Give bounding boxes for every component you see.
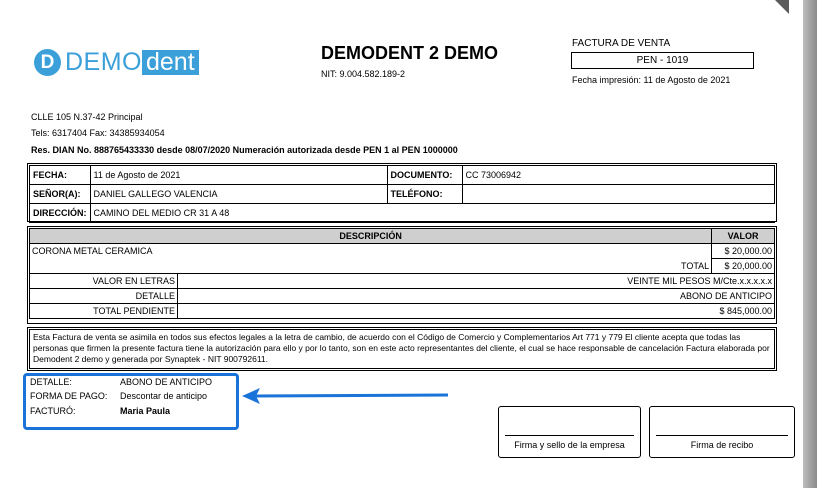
detalle-label-2: DETALLE: — [30, 377, 72, 387]
direccion-label: DIRECCIÓN: — [30, 204, 91, 223]
detalle-value: ABONO DE ANTICIPO — [178, 289, 775, 304]
col-valor: VALOR — [712, 229, 775, 244]
telefono-value — [462, 185, 775, 204]
receipt-signature-label: Firma de recibo — [690, 440, 754, 450]
facturo-value: Maria Paula — [120, 406, 171, 416]
client-table — [29, 165, 775, 223]
pendiente-value: $ 845,000.00 — [178, 304, 775, 319]
telefono-label: TELÉFONO: — [387, 185, 462, 204]
company-signature-label: Firma y sello de la empresa — [514, 440, 625, 450]
letras-value: VEINTE MIL PESOS M/Cte.x.x.x.x.x — [178, 274, 775, 289]
documento-label: DOCUMENTO: — [387, 166, 462, 185]
direccion-value: CAMINO DEL MEDIO CR 31 A 48 — [90, 204, 775, 223]
total-value: $ 20,000.00 — [712, 259, 775, 274]
company-address: CLLE 105 N.37-42 Principal — [31, 112, 143, 122]
forma-pago-label: FORMA DE PAGO: — [30, 391, 108, 401]
pendiente-label: TOTAL PENDIENTE — [30, 304, 178, 319]
facturo-label: FACTURÓ: — [30, 406, 76, 416]
print-date: Fecha impresión: 11 de Agosto de 2021 — [572, 75, 731, 85]
fecha-value: 11 de Agosto de 2021 — [90, 166, 387, 185]
col-descripcion: DESCRIPCIÓN — [30, 229, 712, 244]
arrow-left-icon — [240, 386, 452, 406]
letras-label: VALOR EN LETRAS — [30, 274, 178, 289]
signature-line — [505, 435, 634, 436]
invoice-label: FACTURA DE VENTA — [572, 38, 671, 49]
company-nit: NIT: 9.004.582.189-2 — [321, 69, 406, 79]
senor-label: SEÑOR(A): — [30, 185, 91, 204]
invoice-number: PEN - 1019 — [571, 52, 754, 69]
item-desc: CORONA METAL CERAMICA — [30, 244, 712, 259]
viewer-background — [803, 0, 817, 488]
total-label: TOTAL — [30, 259, 712, 274]
item-valor: $ 20,000.00 — [712, 244, 775, 259]
company-logo — [34, 48, 199, 76]
legal-text: Esta Factura de venta se asimila en todos sus efectos legales a la letra de cambio, de acuerdo con el Código de Comercio y Complementarios Art 771 y 779 El cliente acepta que todas las personas que firmen la presente factura tiene la autorización para ello y por lo tanto, son en este acto representantes del cliente, el cual se hace responsable de cancelación Factura elaborada por Demodent 2 demo y generada por Synaptek - NIT 900792611. — [29, 329, 775, 369]
company-name: DEMODENT 2 DEMO — [321, 43, 499, 63]
senor-value: DANIEL GALLEGO VALENCIA — [90, 185, 387, 204]
logo-text-demo: DEMO — [65, 47, 142, 76]
fecha-label: FECHA: — [30, 166, 91, 185]
documento-value: CC 73006942 — [462, 166, 775, 185]
detalle-label: DETALLE — [30, 289, 178, 304]
receipt-signature-box — [649, 406, 795, 458]
dian-resolution: Res. DIAN No. 888765433330 desde 08/07/2020 Numeración autorizada desde PEN 1 al PEN 1000000 — [31, 145, 458, 155]
company-signature-box — [498, 406, 641, 458]
detalle-value-2: ABONO DE ANTICIPO — [120, 377, 213, 387]
page-corner — [775, 0, 789, 14]
signature-line — [656, 435, 788, 436]
company-phones: Tels: 6317404 Fax: 34385934054 — [31, 128, 165, 138]
items-table — [29, 228, 775, 319]
logo-text-dent: dent — [142, 50, 199, 75]
forma-pago-value: Descontar de anticipo — [120, 391, 208, 401]
logo-mark: D — [34, 49, 61, 76]
